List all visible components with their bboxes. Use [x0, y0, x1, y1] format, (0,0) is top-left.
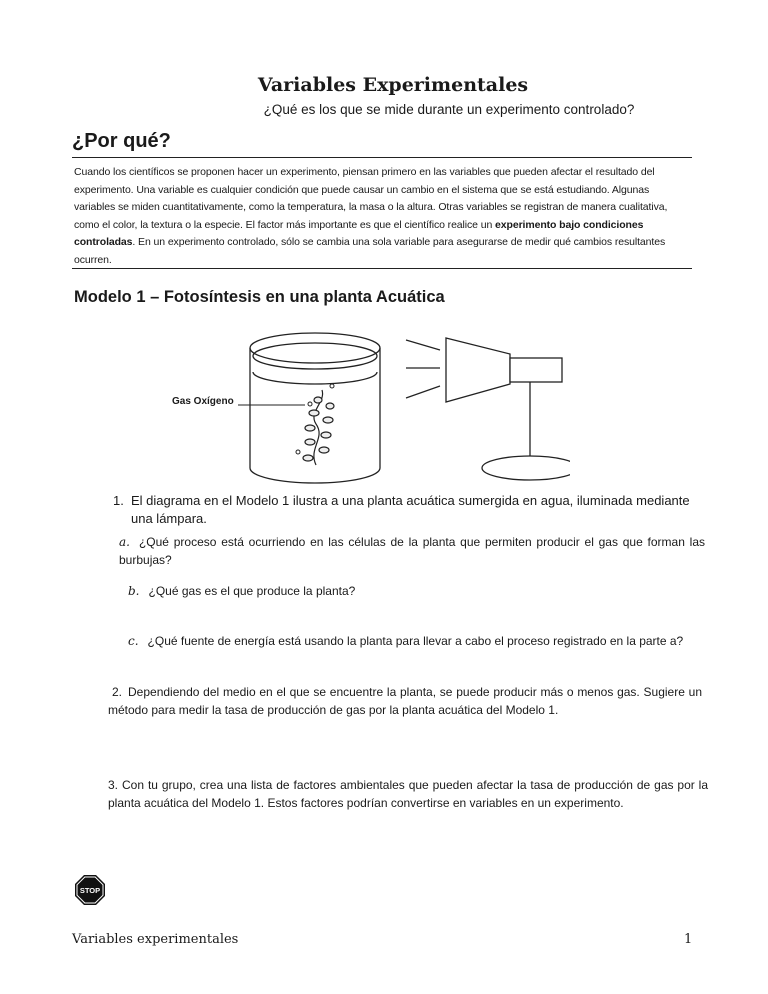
stop-sign-label: STOP: [79, 886, 101, 895]
question-1c-letter: c.: [128, 634, 139, 648]
question-1b: [128, 582, 688, 600]
question-1c-text: ¿Qué fuente de energía está usando la planta para llevar a cabo el proceso registrado en la parte a?: [147, 634, 684, 648]
why-paragraph: [74, 164, 690, 269]
gas-oxygen-label: Gas Oxígeno: [172, 396, 234, 407]
page-number: 1: [684, 932, 693, 947]
question-1b-letter: b.: [128, 584, 140, 598]
question-1a-letter: a.: [119, 535, 130, 549]
model-heading: Modelo 1 – Fotosíntesis en una planta Acuática: [74, 288, 445, 306]
photosynthesis-diagram: [230, 320, 570, 495]
section-divider: [72, 268, 692, 269]
question-1a-text: ¿Qué proceso está ocurriendo en las células de la planta que permiten producir el gas que forman las burbujas?: [119, 535, 705, 567]
section-divider: [72, 157, 692, 158]
question-1c: [128, 632, 748, 650]
question-1-number: 1.: [113, 493, 124, 508]
stop-sign-icon: [74, 874, 106, 906]
why-text-intro: Cuando los científicos se proponen hacer un experimento, piensan primero en las variables que pueden afectar el resultado del experimento. Una variable es cualquier condición que puede causar un cambio en el sistema que se está estudiando. Algunas variables se miden cuantitativamente, como la temperatura, la masa o la altura. Otras variables se registran de manera cualitativa, como el color, la textura o la especie. El factor más importante es que el científico realice un: [74, 166, 668, 231]
aquatic-plant: [303, 390, 334, 465]
why-heading: ¿Por qué?: [72, 130, 171, 152]
why-text-end: . En un experimento controlado, sólo se cambia una sola variable para asegurarse de medir qué cambios resultantes ocurren.: [74, 236, 666, 266]
question-1b-text: ¿Qué gas es el que produce la planta?: [148, 584, 356, 598]
question-3-text: Con tu grupo, crea una lista de factores ambientales que pueden afectar la tasa de producción de gas por la planta acuática del Modelo 1. Estos factores podrían convertirse en variables en un experimento.: [108, 778, 708, 810]
light-rays: [406, 340, 440, 398]
lamp: [446, 338, 570, 480]
question-1a: [119, 533, 705, 569]
question-3: [108, 776, 708, 812]
question-2: [108, 683, 702, 719]
page-title: Variables Experimentales: [257, 74, 529, 96]
question-2-text: Dependiendo del medio en el que se encuentre la planta, se puede producir más o menos gas. Sugiere un método para medir la tasa de producción de gas por la planta acuática del Modelo 1.: [108, 685, 702, 717]
footer-title: Variables experimentales: [72, 932, 239, 947]
why-text-bold: experimento bajo condiciones controladas: [74, 218, 644, 248]
page-subtitle: ¿Qué es los que se mide durante un experimento controlado?: [263, 102, 635, 117]
question-2-number: 2.: [112, 685, 123, 699]
question-3-number: 3.: [108, 778, 119, 792]
question-1-text: El diagrama en el Modelo 1 ilustra a una planta acuática sumergida en agua, iluminada mediante una lámpara.: [131, 493, 690, 526]
